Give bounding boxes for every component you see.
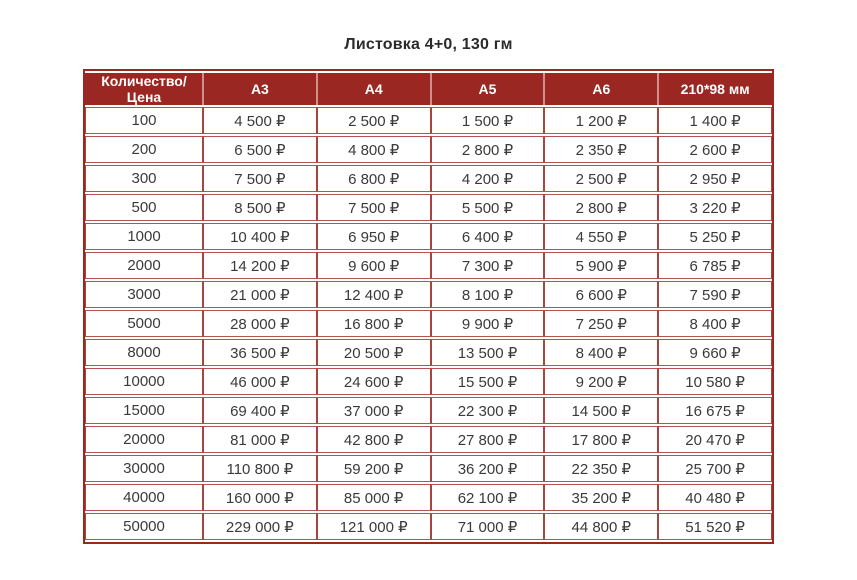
price-cell: 81 000 ₽ <box>203 426 317 453</box>
column-header-format: А6 <box>544 73 658 105</box>
price-cell: 2 950 ₽ <box>658 165 772 192</box>
column-header-format: А5 <box>431 73 545 105</box>
price-cell: 37 000 ₽ <box>317 397 431 424</box>
price-cell: 2 350 ₽ <box>544 136 658 163</box>
price-cell: 5 500 ₽ <box>431 194 545 221</box>
price-cell: 42 800 ₽ <box>317 426 431 453</box>
price-cell: 36 200 ₽ <box>431 455 545 482</box>
quantity-cell: 1000 <box>85 223 203 250</box>
price-cell: 8 400 ₽ <box>544 339 658 366</box>
price-cell: 2 500 ₽ <box>317 107 431 134</box>
price-cell: 85 000 ₽ <box>317 484 431 511</box>
price-cell: 1 400 ₽ <box>658 107 772 134</box>
column-header-quantity-price: Количество/Цена <box>85 73 203 105</box>
price-cell: 121 000 ₽ <box>317 513 431 540</box>
price-cell: 2 800 ₽ <box>544 194 658 221</box>
quantity-cell: 100 <box>85 107 203 134</box>
price-cell: 46 000 ₽ <box>203 368 317 395</box>
price-cell: 20 470 ₽ <box>658 426 772 453</box>
price-cell: 8 100 ₽ <box>431 281 545 308</box>
price-cell: 6 950 ₽ <box>317 223 431 250</box>
price-table <box>83 69 774 544</box>
price-cell: 35 200 ₽ <box>544 484 658 511</box>
price-cell: 3 220 ₽ <box>658 194 772 221</box>
quantity-cell: 20000 <box>85 426 203 453</box>
price-cell: 7 500 ₽ <box>317 194 431 221</box>
price-cell: 20 500 ₽ <box>317 339 431 366</box>
price-cell: 13 500 ₽ <box>431 339 545 366</box>
price-cell: 4 550 ₽ <box>544 223 658 250</box>
quantity-cell: 50000 <box>85 513 203 540</box>
price-cell: 6 800 ₽ <box>317 165 431 192</box>
table-row <box>85 223 772 250</box>
price-cell: 7 300 ₽ <box>431 252 545 279</box>
quantity-cell: 30000 <box>85 455 203 482</box>
quantity-cell: 500 <box>85 194 203 221</box>
price-cell: 69 400 ₽ <box>203 397 317 424</box>
table-row <box>85 368 772 395</box>
price-cell: 22 300 ₽ <box>431 397 545 424</box>
price-cell: 28 000 ₽ <box>203 310 317 337</box>
table-row <box>85 484 772 511</box>
price-cell: 7 500 ₽ <box>203 165 317 192</box>
price-cell: 229 000 ₽ <box>203 513 317 540</box>
table-row <box>85 107 772 134</box>
table-row <box>85 339 772 366</box>
price-cell: 16 675 ₽ <box>658 397 772 424</box>
price-cell: 9 660 ₽ <box>658 339 772 366</box>
price-cell: 4 800 ₽ <box>317 136 431 163</box>
quantity-cell: 5000 <box>85 310 203 337</box>
price-cell: 4 500 ₽ <box>203 107 317 134</box>
table-row <box>85 310 772 337</box>
price-cell: 2 800 ₽ <box>431 136 545 163</box>
price-cell: 17 800 ₽ <box>544 426 658 453</box>
price-cell: 27 800 ₽ <box>431 426 545 453</box>
quantity-cell: 3000 <box>85 281 203 308</box>
price-cell: 2 600 ₽ <box>658 136 772 163</box>
table-row <box>85 455 772 482</box>
price-cell: 22 350 ₽ <box>544 455 658 482</box>
price-cell: 8 500 ₽ <box>203 194 317 221</box>
quantity-cell: 2000 <box>85 252 203 279</box>
price-cell: 10 580 ₽ <box>658 368 772 395</box>
price-cell: 62 100 ₽ <box>431 484 545 511</box>
table-row <box>85 252 772 279</box>
quantity-cell: 40000 <box>85 484 203 511</box>
price-cell: 4 200 ₽ <box>431 165 545 192</box>
quantity-cell: 8000 <box>85 339 203 366</box>
price-cell: 7 590 ₽ <box>658 281 772 308</box>
page-title: Листовка 4+0, 130 гм <box>344 36 513 53</box>
table-row <box>85 281 772 308</box>
price-cell: 7 250 ₽ <box>544 310 658 337</box>
quantity-cell: 200 <box>85 136 203 163</box>
price-cell: 44 800 ₽ <box>544 513 658 540</box>
price-cell: 9 600 ₽ <box>317 252 431 279</box>
price-cell: 1 200 ₽ <box>544 107 658 134</box>
price-cell: 14 200 ₽ <box>203 252 317 279</box>
price-cell: 71 000 ₽ <box>431 513 545 540</box>
column-header-format: А3 <box>203 73 317 105</box>
quantity-cell: 15000 <box>85 397 203 424</box>
price-cell: 21 000 ₽ <box>203 281 317 308</box>
price-cell: 6 785 ₽ <box>658 252 772 279</box>
quantity-cell: 300 <box>85 165 203 192</box>
price-cell: 5 900 ₽ <box>544 252 658 279</box>
price-cell: 6 500 ₽ <box>203 136 317 163</box>
price-cell: 25 700 ₽ <box>658 455 772 482</box>
price-cell: 12 400 ₽ <box>317 281 431 308</box>
price-cell: 10 400 ₽ <box>203 223 317 250</box>
price-cell: 36 500 ₽ <box>203 339 317 366</box>
price-cell: 110 800 ₽ <box>203 455 317 482</box>
quantity-cell: 10000 <box>85 368 203 395</box>
price-cell: 59 200 ₽ <box>317 455 431 482</box>
header-row <box>85 73 772 105</box>
table-row <box>85 426 772 453</box>
price-cell: 1 500 ₽ <box>431 107 545 134</box>
table-row <box>85 397 772 424</box>
price-cell: 9 200 ₽ <box>544 368 658 395</box>
column-header-format: 210*98 мм <box>658 73 772 105</box>
price-cell: 40 480 ₽ <box>658 484 772 511</box>
price-cell: 14 500 ₽ <box>544 397 658 424</box>
price-cell: 2 500 ₽ <box>544 165 658 192</box>
price-cell: 8 400 ₽ <box>658 310 772 337</box>
price-cell: 6 600 ₽ <box>544 281 658 308</box>
price-cell: 51 520 ₽ <box>658 513 772 540</box>
price-cell: 6 400 ₽ <box>431 223 545 250</box>
price-cell: 24 600 ₽ <box>317 368 431 395</box>
price-cell: 16 800 ₽ <box>317 310 431 337</box>
table-row <box>85 165 772 192</box>
table-row <box>85 513 772 540</box>
table-row <box>85 136 772 163</box>
price-cell: 160 000 ₽ <box>203 484 317 511</box>
price-cell: 5 250 ₽ <box>658 223 772 250</box>
column-header-format: А4 <box>317 73 431 105</box>
price-cell: 15 500 ₽ <box>431 368 545 395</box>
table-row <box>85 194 772 221</box>
price-cell: 9 900 ₽ <box>431 310 545 337</box>
